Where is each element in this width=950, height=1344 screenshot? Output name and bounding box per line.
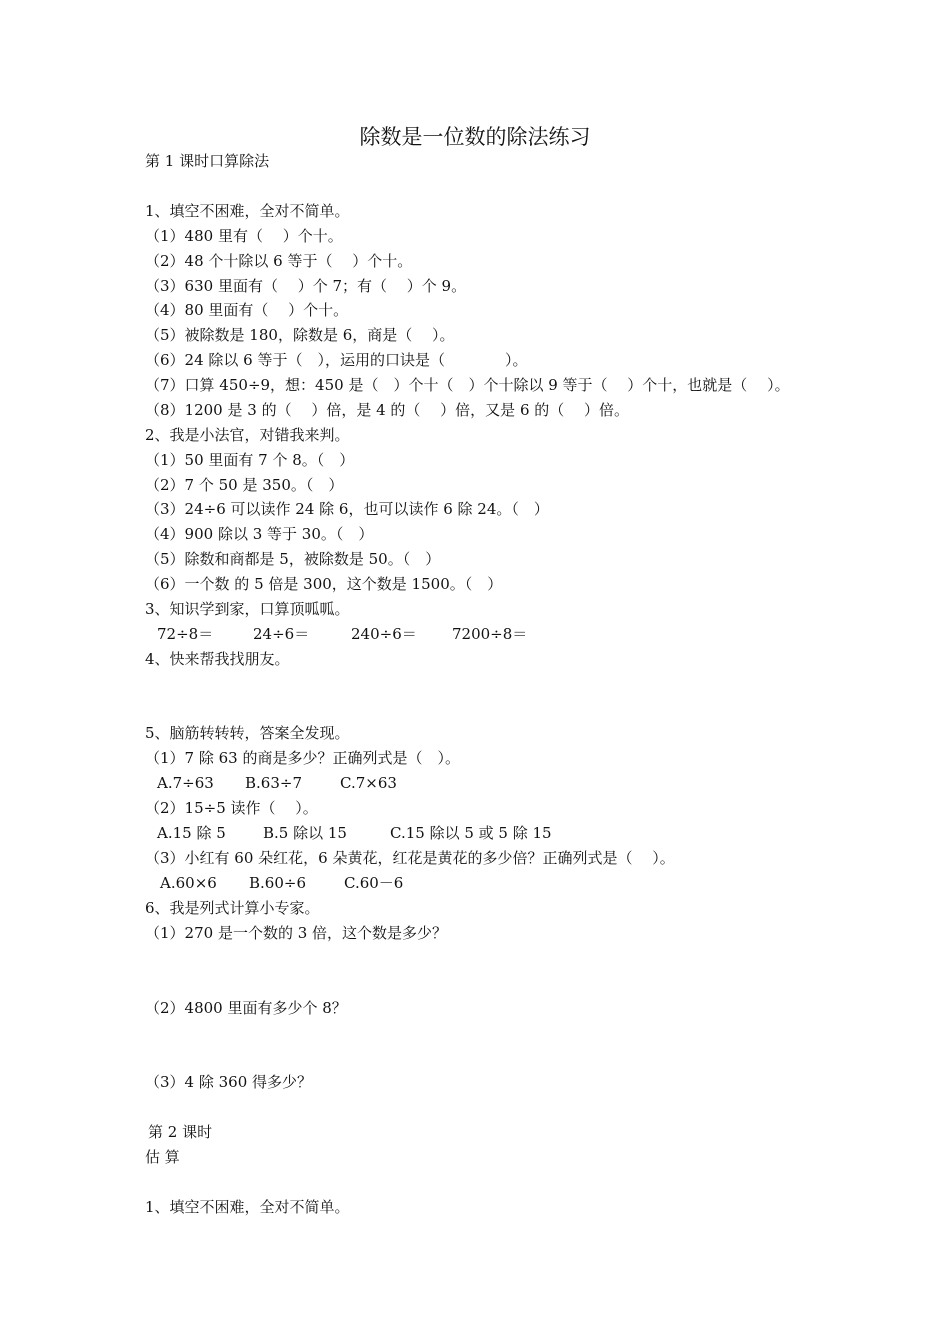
- s1-item-3: （3）630 里面有（ ）个 7；有（ ）个 9。: [145, 277, 467, 295]
- calc-3: 240÷6＝: [351, 625, 417, 643]
- lesson-2-heading: 第 2 课时: [148, 1123, 213, 1141]
- s6-question-1: （1）270 是一个数的 3 倍，这个数是多少？: [145, 924, 448, 942]
- s5-question-2: （2）15÷5 读作（ ）。: [145, 799, 318, 817]
- s5-q2-option-a: A.15 除 5: [157, 824, 226, 842]
- section-2-heading: 2、我是小法官，对错我来判。: [145, 426, 350, 444]
- section-1-heading: 1、填空不困难，全对不简单。: [145, 202, 350, 220]
- section-5-heading: 5、脑筋转转转，答案全发现。: [145, 724, 350, 742]
- s1-item-1: （1）480 里有（ ）个十。: [145, 227, 343, 245]
- s2-item-3: （3）24÷6 可以读作 24 除 6，也可以读作 6 除 24。（ ）: [145, 500, 549, 518]
- s1-item-8: （8）1200 是 3 的（ ）倍，是 4 的（ ）倍，又是 6 的（ ）倍。: [145, 401, 630, 419]
- s2-item-2: （2）7 个 50 是 350。（ ）: [145, 476, 344, 494]
- s1-item-4: （4）80 里面有（ ）个十。: [145, 301, 349, 319]
- s1-item-7: （7）口算 450÷9，想：450 是（ ）个十（ ）个十除以 9 等于（ ）个十，也就是（ ）。: [145, 376, 790, 394]
- s6-question-2: （2）4800 里面有多少个 8？: [145, 999, 347, 1017]
- s5-q2-option-c: C.15 除以 5 或 5 除 15: [390, 824, 552, 842]
- calc-2: 24÷6＝: [253, 625, 310, 643]
- s5-q1-option-b: B.63÷7: [245, 774, 302, 792]
- s5-q1-option-c: C.7×63: [340, 774, 397, 792]
- s5-q3-option-b: B.60÷6: [249, 874, 306, 892]
- section-3-heading: 3、知识学到家，口算顶呱呱。: [145, 600, 350, 618]
- s2-item-4: （4）900 除以 3 等于 30。（ ）: [145, 525, 374, 543]
- s5-q3-option-c: C.60－6: [344, 874, 404, 892]
- calc-1: 72÷8＝: [157, 625, 214, 643]
- section-4-heading: 4、快来帮我找朋友。: [145, 650, 290, 668]
- lesson-1-heading: 第 1 课时口算除法: [145, 152, 270, 170]
- lesson-2-subtitle: 估 算: [145, 1148, 180, 1166]
- page-title: 除数是一位数的除法练习: [359, 125, 591, 149]
- section-6-heading: 6、我是列式计算小专家。: [145, 899, 320, 917]
- s5-q3-option-a: A.60×6: [160, 874, 217, 892]
- s1-item-6: （6）24 除以 6 等于（ ），运用的口诀是（ ）。: [145, 351, 528, 369]
- s5-question-3: （3）小红有 60 朵红花，6 朵黄花，红花是黄花的多少倍？正确列式是（ ）。: [145, 849, 675, 867]
- s1-item-2: （2）48 个十除以 6 等于（ ）个十。: [145, 252, 413, 270]
- calc-4: 7200÷8＝: [452, 625, 528, 643]
- lesson-2-section-1-heading: 1、填空不困难，全对不简单。: [145, 1198, 350, 1216]
- s5-q2-option-b: B.5 除以 15: [263, 824, 347, 842]
- s2-item-1: （1）50 里面有 7 个 8。（ ）: [145, 451, 355, 469]
- s2-item-5: （5）除数和商都是 5，被除数是 50。（ ）: [145, 550, 441, 568]
- s5-q1-option-a: A.7÷63: [157, 774, 214, 792]
- s1-item-5: （5）被除数是 180，除数是 6，商是（ ）。: [145, 326, 455, 344]
- s2-item-6: （6）一个数 的 5 倍是 300，这个数是 1500。（ ）: [145, 575, 503, 593]
- s6-question-3: （3）4 除 360 得多少？: [145, 1073, 313, 1091]
- s5-question-1: （1）7 除 63 的商是多少？正确列式是（ ）。: [145, 749, 460, 767]
